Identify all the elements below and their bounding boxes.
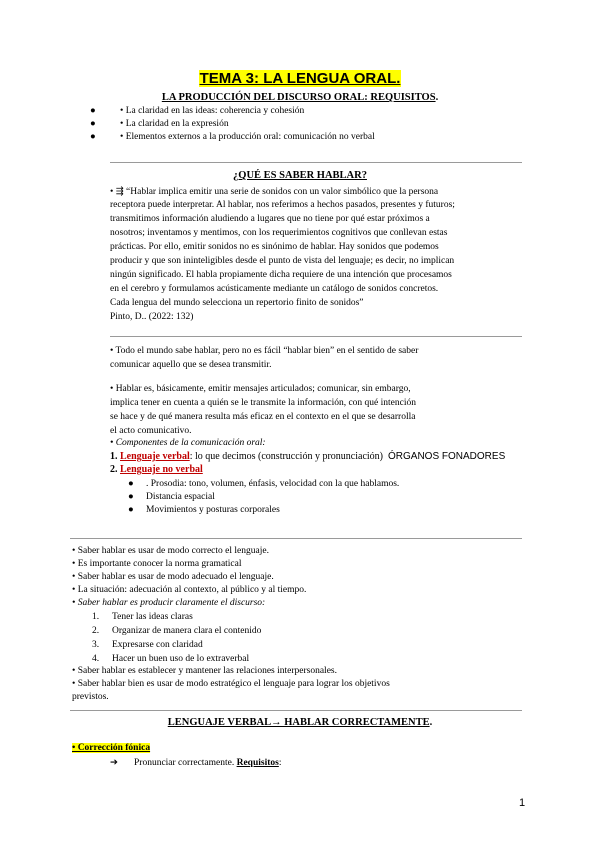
quote-line: • ⇶ “Hablar implica emitir una serie de sonidos con un valor simbólico que la persona [110, 187, 439, 197]
list-item: ● • La claridad en las ideas: coherencia y cohesión [90, 106, 305, 116]
quote-line: nosotros; inventamos y mentimos, con los requerimientos cognitivos que conllevan estas [110, 228, 448, 238]
page-title: TEMA 3: LA LENGUA ORAL. [199, 70, 401, 87]
quote-line: receptora puede interpretar. Al hablar, nos referimos a hechos pasados, presentes y futuros; [110, 200, 455, 210]
paragraph-line: • Saber hablar es producir claramente el discurso: [72, 598, 266, 608]
section-subtitle: LA PRODUCCIÓN DEL DISCURSO ORAL: REQUISITOS. [161, 92, 439, 103]
page-number: 1 [519, 797, 526, 809]
quote-line: en el cerebro y formulamos acústicamente mediante un catálogo de sonidos concretos. [110, 284, 439, 294]
divider [110, 336, 522, 337]
citation: Pinto, D.. (2022: 132) [110, 312, 194, 322]
requirements-line: ➔ Pronunciar correctamente. Requisitos: [110, 758, 282, 768]
paragraph-line: • Es importante conocer la norma gramatical [72, 559, 242, 569]
divider [70, 538, 522, 539]
quote-line: producir y que son ininteligibles desde el punto de vista del lenguaje; es decir, no implican [110, 256, 455, 266]
section-heading: ¿QUÉ ES SABER HABLAR? [233, 170, 367, 181]
paragraph-line: • Saber hablar es usar de modo correcto el lenguaje. [72, 546, 269, 556]
numbered-item: 2. Organizar de manera clara el contenido [92, 626, 262, 636]
list-item: ● . Prosodia: tono, volumen, énfasis, velocidad con la que hablamos. [128, 479, 400, 489]
list-item-nonverbal: 2. Lenguaje no verbal [110, 464, 203, 475]
quote-line: transmitimos información aludiendo a lugares que no tiene por qué estar próximos a [110, 214, 430, 224]
list-item: ● Movimientos y posturas corporales [128, 505, 280, 515]
highlight-label: • Corrección fónica [72, 743, 151, 753]
list-item: ● • La claridad en la expresión [90, 119, 229, 129]
paragraph-line: • La situación: adecuación al contexto, al público y al tiempo. [72, 585, 307, 595]
divider [110, 162, 522, 163]
numbered-item: 4. Hacer un buen uso de lo extraverbal [92, 654, 250, 664]
components-label: • Componentes de la comunicación oral: [110, 438, 266, 448]
numbered-item: 3. Expresarse con claridad [92, 640, 203, 650]
paragraph-line: • Saber hablar es usar de modo adecuado el lenguaje. [72, 572, 274, 582]
paragraph-line: se hace y de qué manera resulta más eficaz en el contexto en el que se desarrolla [110, 412, 416, 422]
paragraph-line: • Hablar es, básicamente, emitir mensajes articulados; comunicar, sin embargo, [110, 384, 411, 394]
list-item: ● • Elementos externos a la producción oral: comunicación no verbal [90, 132, 375, 142]
paragraph-line: • Todo el mundo sabe hablar, pero no es fácil “hablar bien” en el sentido de saber [110, 346, 419, 356]
section-heading: LENGUAJE VERBAL→ HABLAR CORRECTAMENTE. [167, 717, 433, 728]
list-item-verbal: 1. Lenguaje verbal: lo que decimos (construcción y pronunciación) ÓRGANOS FONADORES [110, 451, 506, 462]
quote-line: prácticas. Por ello, emitir sonidos no es sinónimo de hablar. Hay sonidos que podemos [110, 242, 439, 252]
paragraph-line: implica tener en cuenta a quién se le transmite la información, con qué intención [110, 398, 416, 408]
paragraph-line: • Saber hablar es establecer y mantener las relaciones interpersonales. [72, 666, 337, 676]
paragraph-line: previstos. [72, 692, 109, 702]
numbered-item: 1. Tener las ideas claras [92, 612, 193, 622]
divider [70, 710, 522, 711]
quote-line: ningún significado. El habla propiamente dicha requiere de una intención que procesamos [110, 270, 452, 280]
paragraph-line: • Saber hablar bien es usar de modo estratégico el lenguaje para lograr los objetivos [72, 679, 390, 689]
list-item: ● Distancia espacial [128, 492, 215, 502]
paragraph-line: el acto comunicativo. [110, 426, 192, 436]
quote-line: Cada lengua del mundo selecciona un repertorio finito de sonidos” [110, 298, 364, 308]
arrow-right-icon: ➔ [110, 758, 118, 768]
paragraph-line: comunicar aquello que se desea transmitir. [110, 360, 272, 370]
